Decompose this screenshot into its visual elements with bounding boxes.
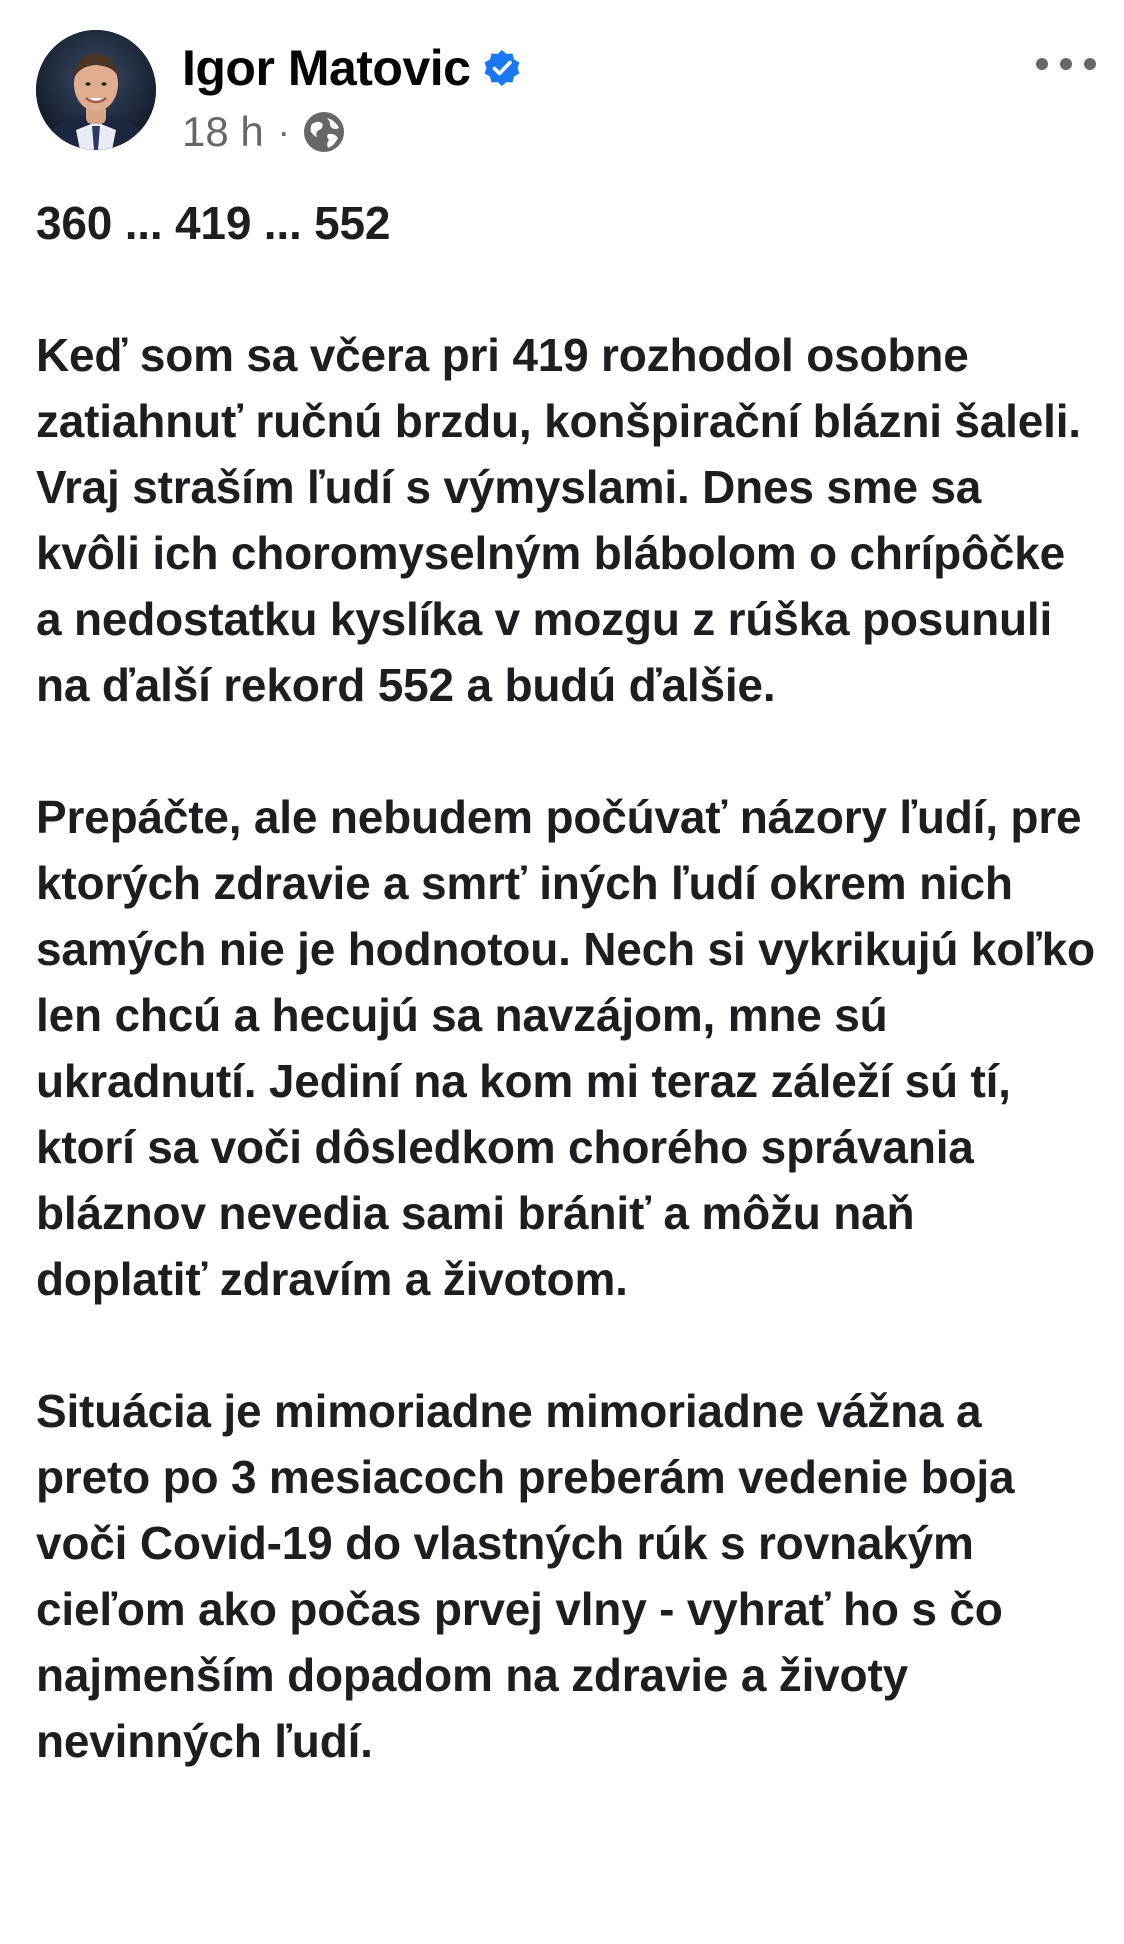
post-paragraph: Situácia je mimoriadne mimoriadne vážna a preto po 3 mesiacoch preberám vedenie boja voči Covid-19 do vlastných rúk s rovnakým cieľom ako počas prvej vlny - vyhrať ho s čo najmenším dopadom na zdravie a životy nevinných ľudí. — [36, 1385, 1027, 1767]
author-line — [182, 40, 522, 96]
author-name[interactable]: Igor Matovic — [182, 40, 471, 96]
avatar-image — [36, 30, 156, 150]
post-paragraph: Prepáčte, ale nebudem počúvať názory ľudí, pre ktorých zdravie a smrť iných ľudí okrem nich samých nie je hodnotou. Nech si vykrikujú koľko len chcú a hecujú sa navzájom, mne sú ukradnutí. Jediní na kom mi teraz záleží sú tí, ktorí sa voči dôsledkom chorého správania bláznov nevedia sami brániť a môžu naň doplatiť zdravím a životom. — [36, 791, 1108, 1305]
post-paragraph: 360 ... 419 ... 552 — [36, 197, 391, 249]
post-meta — [182, 110, 522, 154]
globe-icon[interactable] — [302, 110, 346, 154]
more-dot — [1084, 58, 1096, 70]
author-block — [182, 40, 522, 154]
more-dot — [1060, 58, 1072, 70]
avatar[interactable] — [36, 30, 156, 150]
verified-badge-icon — [482, 48, 522, 88]
more-options-icon[interactable] — [1036, 44, 1096, 84]
post-paragraph: Keď som sa včera pri 419 rozhodol osobne zatiahnuť ručnú brzdu, konšpirační blázni šaleli. Vraj straším ľudí s výmyslami. Dnes sme sa kvôli ich choromyselným blábolom o chrípôčke a nedostatku kyslíka v mozgu z rúška posunuli na ďalší rekord 552 a budú ďalšie. — [36, 329, 1094, 711]
post-header — [36, 30, 1096, 160]
meta-separator: · — [277, 111, 290, 152]
more-dot — [1036, 58, 1048, 70]
post-time[interactable]: 18 h — [182, 108, 264, 155]
post-body — [36, 190, 1108, 1774]
